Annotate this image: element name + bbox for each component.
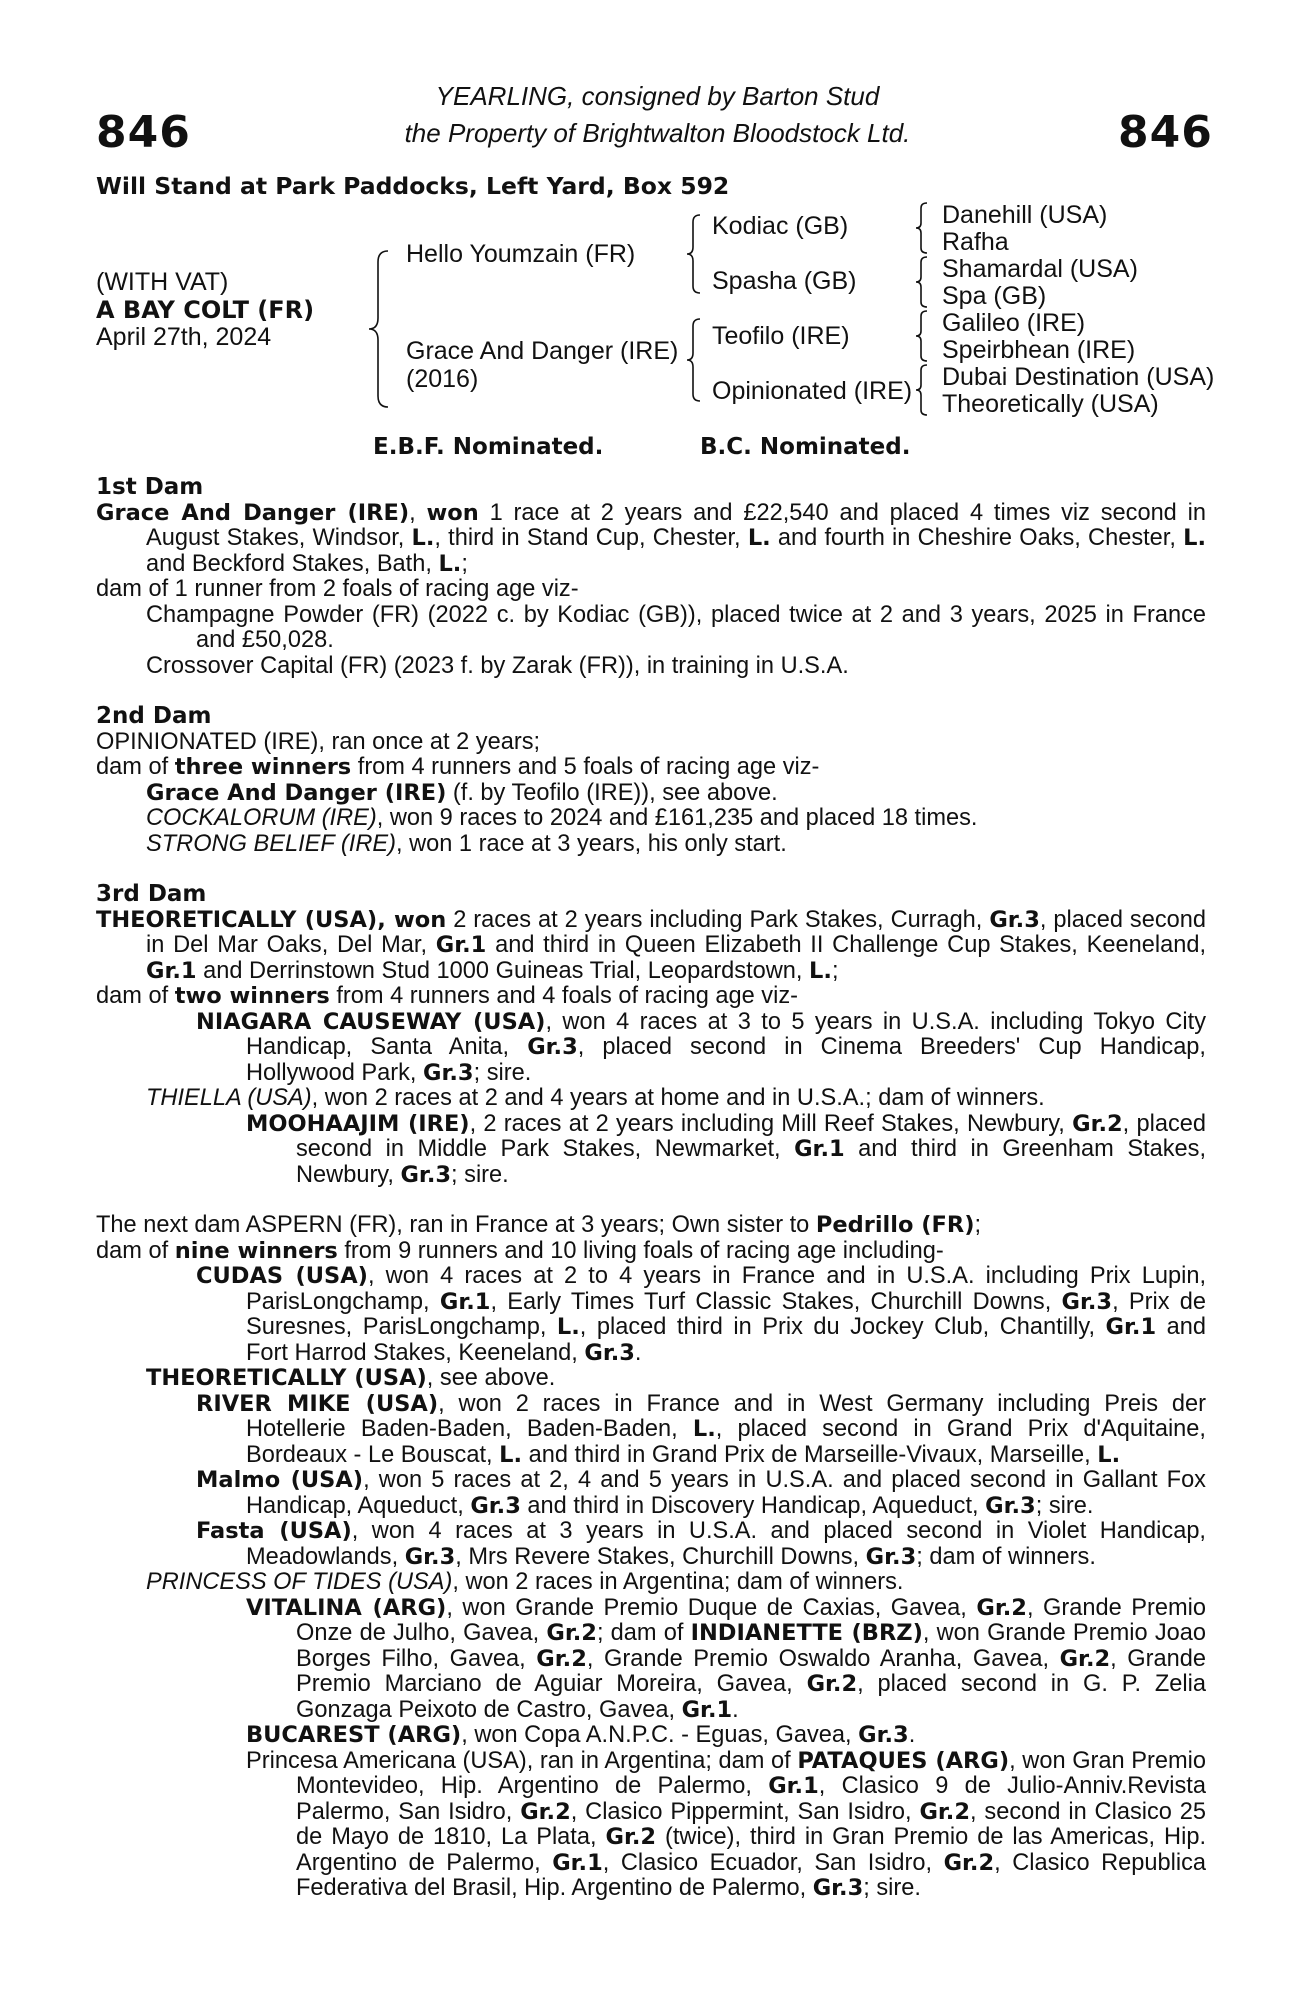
grade-mark: Gr.3 [527,1034,578,1060]
horse-name: BUCAREST (ARG) [246,1722,462,1748]
text: , placed second in Middle Park Stakes, Newmarket, [296,1110,1206,1162]
text: . [908,1722,916,1748]
text: 1 race at 2 years and £22,540 and placed 4 times viz second in August Stakes, Windsor, [146,499,1206,551]
text: ; sire. [863,1875,921,1901]
produce-vitalina [96,1596,1206,1724]
next-dam-produce-intro [96,1239,1206,1265]
winners-count: two winners [174,983,330,1009]
text: , won 5 races at 2, 4 and 5 years in U.S.A. and placed second in Gallant Fox Handicap, Aqueduct, [246,1467,1206,1519]
produce-cudas [96,1264,1206,1366]
pedigree-brace-g3 [915,310,929,362]
text: (twice), third in Gran Premio de las Americas, Hip. Argentino de Palermo, [296,1824,1207,1876]
text: ; sire. [451,1161,509,1188]
property-line: the Property of Brightwalton Bloodstock Ltd. [404,118,911,148]
lot-number-right: 846 [1118,107,1213,158]
text: ; [461,550,468,577]
horse-name: MOOHAAJIM (IRE) [246,1110,470,1137]
grade-mark: Gr.1 [768,1773,819,1799]
lot-number-left: 846 [96,107,191,158]
grade-mark: Gr.1 [681,1696,733,1723]
produce-moohaajim [96,1112,1206,1189]
grade-mark: Gr.1 [552,1849,603,1876]
text: (f. by Teofilo (IRE)), see above. [446,779,778,806]
grade-mark: Gr.3 [985,1492,1036,1519]
gg-shamardal: Shamardal (USA) [942,255,1138,283]
pedigree-brace-main [368,250,390,408]
listed-mark: L. [747,525,771,551]
text: ; [831,957,839,984]
text: 2 races at 2 years including Park Stakes, Curragh, [446,906,990,933]
text: ; sire. [1035,1492,1094,1519]
horse-name: NIAGARA CAUSEWAY (USA) [196,1008,546,1035]
horse-name: Grace And Danger (IRE) [146,779,447,806]
text: ; dam of winners. [916,1543,1096,1570]
text: , placed second in Del Mar Oaks, Del Mar, [146,906,1206,958]
text: , won 9 races to 2024 and £161,235 and placed 18 times. [376,805,978,831]
grade-mark: Gr.3 [423,1059,474,1086]
produce-river-mike [96,1392,1206,1469]
pedigree-brace-g2 [915,256,929,308]
text: and third in Queen Elizabeth II Challenge Cup Stakes, Keeneland, [486,932,1206,958]
text: , won 2 races in Argentina; dam of winners. [452,1569,904,1595]
listed-mark: L. [556,1314,580,1340]
pedigree-brace-g1 [915,202,929,254]
text: from 4 runners and 4 foals of racing age viz- [329,983,798,1009]
third-dam-produce-intro [96,984,1206,1010]
grade-mark: Gr.1 [439,1288,491,1315]
grade-mark: Gr.2 [520,1798,571,1825]
text: , Clasico Pippermint, San Isidro, [570,1798,920,1825]
gg-galileo: Galileo (IRE) [942,309,1086,337]
grade-mark: Gr.3 [812,1875,864,1901]
stable-location: Will Stand at Park Paddocks, Left Yard, Box 592 [96,172,730,200]
first-dam-paragraph: Grace And Danger (IRE), won 1 race at 2 years and £22,540 and placed 4 times viz second in August Stakes, Windsor, L., third in Stand Cup, Chester, L. and fourth in Cheshire Oaks, Chester, L. and Beckford Stakes, Bath, L.; [96,499,1206,577]
text: , won 4 races at 3 to 5 years in U.S.A. including Tokyo City Handicap, Santa Anita, [246,1008,1207,1060]
horse-name: THEORETICALLY (USA) [96,906,378,933]
pedigree-brace-sire [686,214,702,294]
produce-malmo [96,1468,1206,1519]
grade-mark: Gr.3 [858,1722,909,1748]
text: , third in Stand Cup, Chester, [434,525,748,551]
text: dam of [96,983,175,1009]
text: , Early Times Turf Classic Stakes, Churchill Downs, [490,1288,1062,1315]
horse-name: PRINCESS OF TIDES (USA) [146,1569,453,1595]
grade-mark: Gr.2 [976,1594,1027,1621]
text: , won 1 race at 3 years, his only start. [395,830,787,857]
produce-princesa-americana [96,1749,1206,1902]
text: , second in Clasico 25 de Mayo de 1810, La Plata, [296,1798,1206,1850]
produce-thiella [96,1086,1206,1112]
gg-theoretically: Theoretically (USA) [942,390,1159,418]
text: , won [377,906,447,933]
gg-speirbhean: Speirbhean (IRE) [942,336,1136,364]
first-dam-produce-intro: dam of 1 runner from 2 foals of racing age viz- [96,576,579,602]
text: , won Grande Premio Joao Borges Filho, Gavea, [296,1620,1207,1672]
text: , Mrs Revere Stakes, Churchill Downs, [455,1543,866,1570]
grade-mark: Gr.3 [865,1543,917,1570]
text: , placed second in Cinema Breeders' Cup Handicap, Hollywood Park, [246,1034,1206,1086]
dam-dam: Opinionated (IRE) [712,377,913,405]
first-dam-heading: 1st Dam [96,474,204,500]
text: , see above. [426,1365,556,1391]
horse-name: RIVER MIKE (USA) [196,1390,439,1417]
winners-count: nine winners [174,1237,338,1264]
text: ; sire. [473,1059,532,1086]
spacer [96,857,1206,882]
text: , Clasico 9 de Julio-Anniv.Revista Palermo, San Isidro, [296,1773,1206,1825]
consignor-line: YEARLING, consigned by Barton Stud [435,81,880,111]
pedigree-brace-dam [686,318,702,402]
listed-mark: L. [1097,1441,1121,1468]
text: ; [974,1212,982,1238]
text: and fourth in Cheshire Oaks, Chester, [770,525,1184,551]
listed-mark: L. [692,1416,716,1442]
text: . [732,1696,739,1723]
grade-mark: Gr.3 [989,906,1040,933]
text: , won Grande Premio Duque de Caxias, Gavea, [446,1594,977,1621]
produce-crossover-capital: Crossover Capital (FR) (2023 f. by Zarak (FR)), in training in U.S.A. [146,652,849,679]
grade-mark: Gr.3 [400,1161,452,1188]
gg-danehill: Danehill (USA) [942,201,1108,229]
gg-rafha: Rafha [942,228,1009,256]
grade-mark: Gr.2 [546,1620,597,1646]
text: dam of [96,754,175,780]
grade-mark: Gr.2 [1072,1110,1123,1137]
text: and third in Discovery Handicap, Aqueduct, [520,1492,986,1519]
sire-dam: Spasha (GB) [712,267,857,295]
grade-mark: Gr.1 [435,932,487,958]
horse-name: THIELLA (USA) [146,1085,312,1111]
second-dam-produce-1 [96,781,1206,807]
horse-name: PATAQUES (ARG) [797,1747,1010,1774]
text: , placed second in G. P. Zelia Gonzaga Peixoto de Castro, Gavea, [296,1671,1206,1723]
second-dam-line: OPINIONATED (IRE), ran once at 2 years; [96,728,541,755]
gg-spa: Spa (GB) [942,282,1047,310]
sire: Hello Youmzain (FR) [406,240,636,268]
text: , placed third in Prix du Jockey Club, Chantilly, [579,1314,1106,1340]
listed-mark: L. [411,525,435,551]
winners-count: three winners [174,754,352,780]
text: , Clasico Ecuador, San Isidro, [602,1849,944,1876]
grade-mark: Gr.2 [943,1849,995,1876]
text: , Prix de Suresnes, ParisLongchamp, [246,1288,1206,1340]
listed-mark: L. [438,550,462,577]
text: , won 2 races in France and in West Germany including Preis der Hotellerie Baden-Baden, Baden-Baden, [246,1390,1206,1442]
dam: Grace And Danger (IRE) [406,337,679,365]
grade-mark: Gr.2 [919,1798,971,1825]
second-dam-produce-2 [96,806,1206,832]
text: , won 4 races at 2 to 4 years in France and in U.S.A. including Prix Lupin, ParisLongchamp, [246,1263,1206,1315]
text: . [634,1339,642,1366]
text: , won Gran Premio Montevideo, Hip. Argentino de Palermo, [296,1747,1207,1799]
produce-princess-of-tides [96,1570,1206,1596]
horse-name: Pedrillo (FR) [815,1212,975,1238]
second-dam-produce-3 [96,832,1206,858]
text: , Grande Premio Oswaldo Aranha, Gavea, [586,1645,1060,1672]
catalogue-body [96,475,1206,1902]
text: and Beckford Stakes, Bath, [146,550,439,577]
vat-note: (WITH VAT) [96,268,229,296]
first-dam-name: Grace And Danger (IRE) [96,499,410,526]
first-dam-won: won [426,499,479,526]
third-dam-paragraph [96,908,1206,985]
text: , 2 races at 2 years including Mill Reef Stakes, Newbury, [469,1110,1073,1137]
horse-name: CUDAS (USA) [196,1263,368,1289]
listed-mark: L. [1183,525,1206,551]
produce-fasta [96,1519,1206,1570]
text: , Grande Premio Onze de Julho, Gavea, [296,1594,1207,1646]
grade-mark: Gr.1 [794,1136,845,1162]
bc-nomination: B.C. Nominated. [700,434,911,460]
text: from 4 runners and 5 foals of racing age viz- [351,754,820,780]
listed-mark: L. [809,957,832,984]
sire-sire: Kodiac (GB) [712,212,849,240]
horse-name: Fasta (USA) [196,1518,352,1544]
text: , won 2 races at 2 and 4 years at home and in U.S.A.; dam of winners. [311,1085,1045,1111]
produce-niagara-causeway [96,1010,1206,1087]
produce-bucarest [96,1723,1206,1749]
text: , placed second in Grand Prix d'Aquitaine, Bordeaux - Le Bouscat, [246,1416,1206,1468]
horse-name: Malmo (USA) [196,1467,364,1493]
spacer [96,679,1206,704]
foaling-date: April 27th, 2024 [96,323,272,351]
dam-sire: Teofilo (IRE) [712,322,850,350]
text: from 9 runners and 10 living foals of racing age including- [337,1237,944,1264]
text: , Grande Premio Marciano de Aguiar Moreira, Gavea, [296,1645,1206,1697]
listed-mark: L. [499,1441,523,1468]
horse-name: VITALINA (ARG) [246,1594,447,1621]
text: dam of [96,1237,175,1264]
ebf-nomination: E.B.F. Nominated. [373,434,604,460]
text: and Fort Harrod Stakes, Keeneland, [246,1314,1207,1366]
dam-year: (2016) [406,365,479,393]
pedigree-brace-g4 [915,364,929,416]
text: and Derrinstown Stud 1000 Guineas Trial, Leopardstown, [196,957,810,984]
gg-dubai-destination: Dubai Destination (USA) [942,363,1215,391]
grade-mark: Gr.3 [470,1492,521,1519]
text: The next dam ASPERN (FR), ran in France at 3 years; Own sister to [96,1212,816,1238]
horse-name: COCKALORUM (IRE) [146,805,377,831]
grade-mark: Gr.3 [404,1543,456,1570]
grade-mark: Gr.2 [806,1671,858,1697]
grade-mark: Gr.2 [536,1645,587,1672]
grade-mark: Gr.1 [1105,1314,1157,1340]
text: ; dam of [596,1620,691,1646]
horse-name: THEORETICALLY (USA) [146,1365,427,1391]
third-dam-heading: 3rd Dam [96,881,207,907]
spacer [96,1188,1206,1213]
grade-mark: Gr.1 [146,957,197,984]
second-dam-produce-intro [96,755,1206,781]
produce-theoretically [96,1366,1206,1392]
produce-champagne-powder: Champagne Powder (FR) (2022 c. by Kodiac (GB)), placed twice at 2 and 3 years, 2025 in France and £50,028. [146,601,1206,653]
horse-name: A BAY COLT (FR) [96,296,315,324]
second-dam-heading: 2nd Dam [96,703,212,729]
text: , Clasico Republica Federativa del Brasil, Hip. Argentino de Palermo, [296,1849,1206,1901]
text: Princesa Americana (USA), ran in Argentina; dam of [246,1747,798,1774]
grade-mark: Gr.3 [1061,1288,1113,1315]
grade-mark: Gr.2 [1059,1645,1111,1672]
grade-mark: Gr.2 [605,1824,657,1850]
horse-name: STRONG BELIEF (IRE) [146,830,396,857]
text: , won Copa A.N.P.C. - Eguas, Gavea, [461,1722,859,1748]
text: and third in Grand Prix de Marseille-Vivaux, Marseille, [522,1441,1098,1468]
horse-name: INDIANETTE (BRZ) [690,1620,923,1646]
text: and third in Greenham Stakes, Newbury, [296,1136,1207,1188]
grade-mark: Gr.3 [584,1339,635,1366]
text: , won 4 races at 3 years in U.S.A. and placed second in Violet Handicap, Meadowlands, [246,1518,1206,1570]
next-dam-line [96,1213,1206,1239]
